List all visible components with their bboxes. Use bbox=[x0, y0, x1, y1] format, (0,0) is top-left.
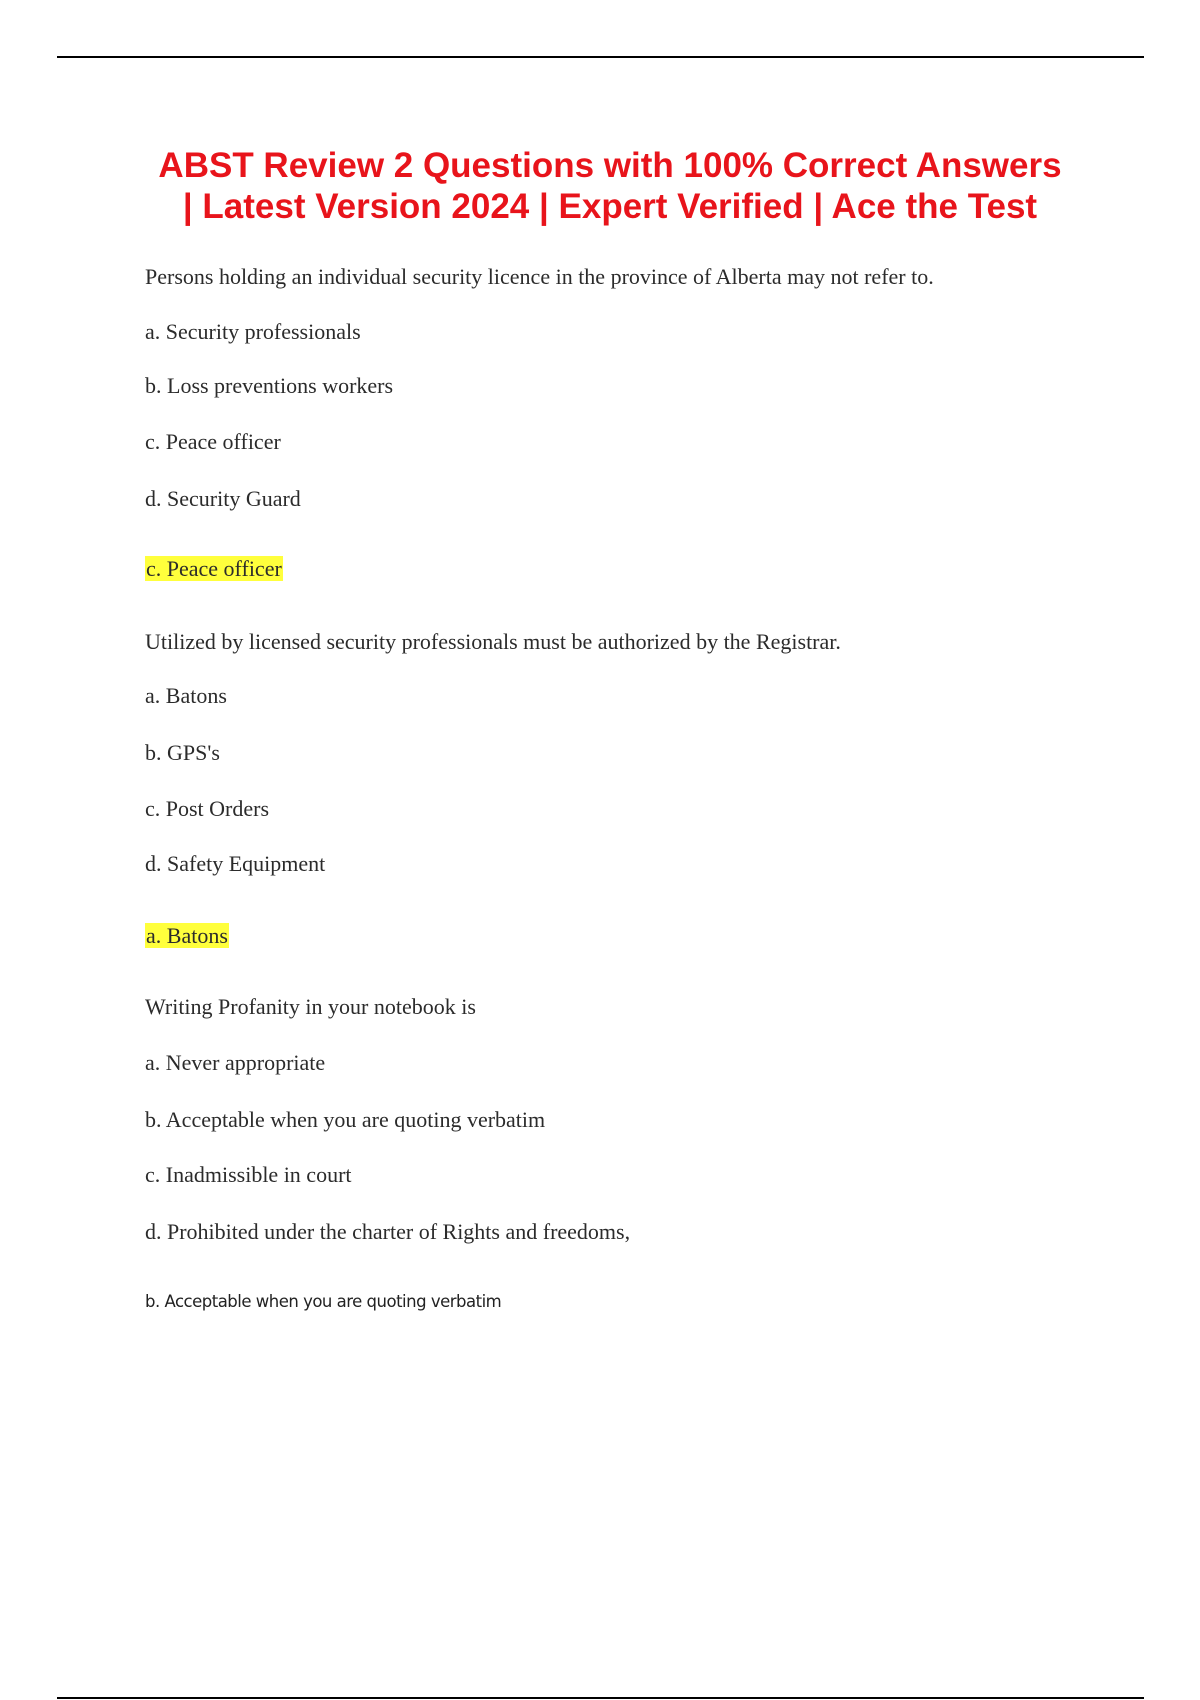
question-2-prompt: Utilized by licensed security professionals must be authorized by the Registrar. bbox=[145, 629, 841, 654]
question-3-option-a: a. Never appropriate bbox=[145, 1050, 326, 1075]
question-1-option-c: c. Peace officer bbox=[145, 429, 281, 454]
answer-highlight: a. Batons bbox=[146, 923, 228, 948]
bottom-rule bbox=[57, 1697, 1144, 1699]
question-2-option-c: c. Post Orders bbox=[145, 796, 270, 821]
question-2-answer bbox=[145, 921, 229, 951]
title-line-2: | Latest Version 2024 | Expert Verified | Ace the Test bbox=[182, 187, 1038, 226]
question-3-prompt: Writing Profanity in your notebook is bbox=[145, 994, 476, 1019]
question-1-answer bbox=[145, 554, 283, 584]
answer-highlight: c. Peace officer bbox=[146, 556, 282, 581]
question-2-option-a: a. Batons bbox=[145, 683, 227, 708]
question-1-prompt: Persons holding an individual security licence in the province of Alberta may not refer to. bbox=[145, 264, 934, 289]
question-3-option-d: d. Prohibited under the charter of Rights and freedoms, bbox=[145, 1219, 631, 1244]
question-1-option-b: b. Loss preventions workers bbox=[145, 373, 394, 398]
question-1-option-d: d. Security Guard bbox=[145, 486, 301, 511]
question-3-option-c: c. Inadmissible in court bbox=[145, 1162, 352, 1187]
question-3-answer: b. Acceptable when you are quoting verbatim bbox=[145, 1292, 502, 1311]
title-line-1: ABST Review 2 Questions with 100% Correct Answers bbox=[158, 146, 1062, 185]
question-3-option-b: b. Acceptable when you are quoting verbatim bbox=[145, 1107, 546, 1132]
question-2-option-b: b. GPS's bbox=[145, 740, 220, 765]
question-2-option-d: d. Safety Equipment bbox=[145, 851, 326, 876]
question-1-option-a: a. Security professionals bbox=[145, 319, 361, 344]
